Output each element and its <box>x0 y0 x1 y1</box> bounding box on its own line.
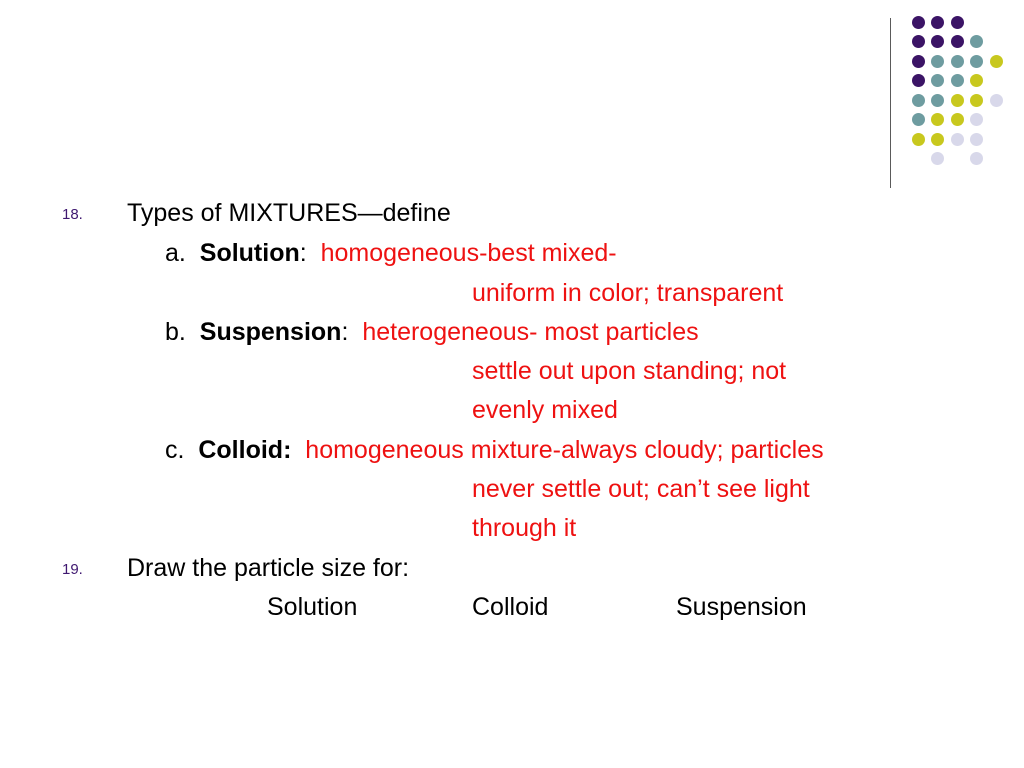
decorative-dot <box>970 35 983 48</box>
solution-definition-2: uniform in color; transparent <box>472 279 784 307</box>
decorative-dot <box>970 133 983 146</box>
decorative-dot <box>951 133 964 146</box>
decorative-dot <box>951 55 964 68</box>
colloid-letter: c. <box>165 436 185 464</box>
suspension-definition-1: heterogeneous- most particles <box>362 318 699 346</box>
decorative-dot <box>931 113 944 126</box>
decorative-dot <box>970 94 983 107</box>
decorative-dot <box>931 152 944 165</box>
suspension-definition-2: settle out upon standing; not <box>472 357 787 385</box>
column-solution: Solution <box>267 593 358 621</box>
solution-definition-1: homogeneous-best mixed- <box>320 239 617 267</box>
decorative-dot <box>931 16 944 29</box>
decorative-dot <box>912 16 925 29</box>
decorative-dot <box>912 113 925 126</box>
decorative-dot <box>912 133 925 146</box>
solution-colon: : <box>299 239 307 267</box>
vertical-divider <box>890 18 891 188</box>
decorative-dot <box>912 35 925 48</box>
suspension-letter: b. <box>165 318 186 346</box>
item-18-number: 18. <box>62 206 83 223</box>
decorative-dot <box>951 16 964 29</box>
decorative-dot <box>931 35 944 48</box>
colloid-term: Colloid: <box>198 436 292 464</box>
decorative-dot <box>931 94 944 107</box>
decorative-dot <box>990 94 1003 107</box>
item-19-number: 19. <box>62 561 83 578</box>
colloid-definition-2: never settle out; can’t see light <box>472 475 810 503</box>
decorative-dot <box>970 113 983 126</box>
item-18-heading: Types of MIXTURES—define <box>127 199 451 227</box>
decorative-dot-grid <box>0 0 1024 200</box>
decorative-dot <box>931 133 944 146</box>
decorative-dot <box>970 55 983 68</box>
column-suspension: Suspension <box>676 593 807 621</box>
suspension-definition-3: evenly mixed <box>472 396 618 424</box>
suspension-colon: : <box>341 318 349 346</box>
decorative-dot <box>931 55 944 68</box>
decorative-dot <box>951 94 964 107</box>
decorative-dot <box>912 94 925 107</box>
suspension-line <box>165 317 699 347</box>
colloid-definition-1: homogeneous mixture-always cloudy; particles <box>305 436 824 464</box>
column-colloid: Colloid <box>472 593 549 621</box>
decorative-dot <box>990 55 1003 68</box>
decorative-dot <box>951 74 964 87</box>
solution-line <box>165 238 617 268</box>
colloid-line <box>165 435 824 465</box>
suspension-term: Suspension <box>199 318 342 346</box>
decorative-dot <box>912 74 925 87</box>
solution-term: Solution <box>199 239 300 267</box>
decorative-dot <box>951 35 964 48</box>
decorative-dot <box>951 113 964 126</box>
decorative-dot <box>912 55 925 68</box>
decorative-dot <box>970 74 983 87</box>
decorative-dot <box>970 152 983 165</box>
solution-letter: a. <box>165 239 186 267</box>
colloid-definition-3: through it <box>472 514 577 542</box>
item-19-heading: Draw the particle size for: <box>127 554 410 582</box>
decorative-dot <box>931 74 944 87</box>
